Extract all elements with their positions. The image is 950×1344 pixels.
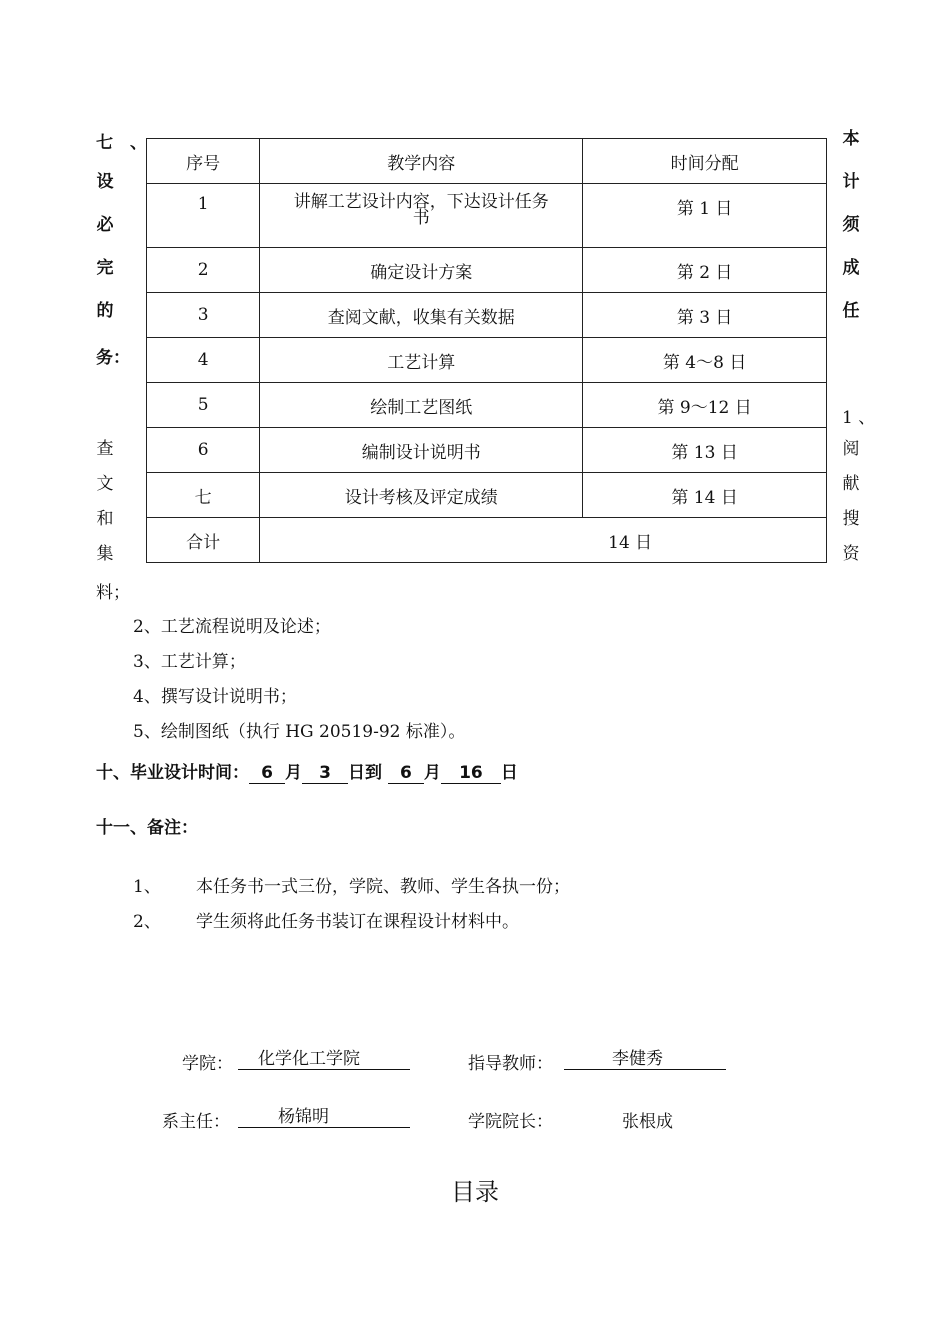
end-month: 6 bbox=[388, 763, 424, 784]
row-content-line: 书 bbox=[412, 208, 430, 228]
row-content bbox=[260, 184, 583, 248]
header-content: 教学内容 bbox=[260, 139, 583, 184]
advisor-field bbox=[564, 1049, 726, 1070]
dean-label: 学院院长： bbox=[468, 1112, 553, 1132]
month-text: 月 bbox=[285, 763, 302, 783]
task-item: 3、工艺计算； bbox=[133, 652, 246, 672]
row-no: 七 bbox=[147, 473, 260, 518]
dean-value: 张根成 bbox=[622, 1112, 673, 1132]
month-text: 月 bbox=[423, 763, 441, 783]
start-day: 3 bbox=[302, 763, 348, 784]
side-char: 1 、 bbox=[842, 408, 876, 428]
row-content: 工艺计算 bbox=[260, 338, 583, 383]
row-no: 6 bbox=[147, 428, 260, 473]
total-label: 合计 bbox=[147, 518, 260, 563]
row-time: 第 4～8 日 bbox=[583, 338, 827, 383]
table-total-row bbox=[147, 518, 827, 563]
side-char: 完 bbox=[96, 258, 114, 278]
row-no: 2 bbox=[147, 248, 260, 293]
notes-title: 十一、备注： bbox=[96, 818, 198, 838]
row-no: 1 bbox=[147, 184, 260, 248]
side-char: 和 bbox=[96, 509, 114, 529]
header-time: 时间分配 bbox=[583, 139, 827, 184]
row-content: 编制设计说明书 bbox=[260, 428, 583, 473]
side-char: 集 bbox=[96, 544, 114, 564]
college-value: 化学化工学院 bbox=[238, 1049, 410, 1070]
table-row bbox=[147, 338, 827, 383]
note-text: 学生须将此任务书装订在课程设计材料中。 bbox=[196, 912, 519, 932]
side-char: 任 bbox=[842, 301, 860, 321]
start-month: 6 bbox=[249, 763, 285, 784]
schedule-table bbox=[146, 138, 827, 563]
task-item: 5、绘制图纸（执行 HG 20519-92 标准）。 bbox=[133, 722, 466, 742]
table-row bbox=[147, 184, 827, 248]
side-char: 献 bbox=[842, 474, 860, 494]
side-char: 须 bbox=[842, 215, 860, 235]
table-row bbox=[147, 293, 827, 338]
row-time: 第 3 日 bbox=[583, 293, 827, 338]
end-day: 16 bbox=[441, 763, 501, 784]
note-number: 1、 bbox=[133, 877, 161, 897]
side-char: 设 bbox=[96, 172, 114, 192]
row-content: 查阅文献，收集有关数据 bbox=[260, 293, 583, 338]
day-to-text: 日到 bbox=[348, 763, 382, 783]
row-time: 第 9～12 日 bbox=[583, 383, 827, 428]
table-row bbox=[147, 383, 827, 428]
total-value: 14 日 bbox=[260, 518, 827, 563]
dept-head-label: 系主任： bbox=[162, 1112, 230, 1132]
note-text: 本任务书一式三份，学院、教师、学生各执一份； bbox=[196, 877, 570, 897]
side-char: 资 bbox=[842, 544, 860, 564]
table-row bbox=[147, 248, 827, 293]
side-char: 搜 bbox=[842, 509, 860, 529]
college-field bbox=[238, 1049, 410, 1070]
row-no: 3 bbox=[147, 293, 260, 338]
college-label: 学院： bbox=[182, 1054, 233, 1074]
table-row bbox=[147, 428, 827, 473]
dept-head-value: 杨锦明 bbox=[238, 1107, 410, 1128]
row-content: 确定设计方案 bbox=[260, 248, 583, 293]
row-content: 绘制工艺图纸 bbox=[260, 383, 583, 428]
row-no: 4 bbox=[147, 338, 260, 383]
row-no: 5 bbox=[147, 383, 260, 428]
row-time: 第 1 日 bbox=[583, 184, 827, 248]
side-char: 料； bbox=[96, 583, 130, 603]
table-row bbox=[147, 473, 827, 518]
row-time: 第 14 日 bbox=[583, 473, 827, 518]
note-number: 2、 bbox=[133, 912, 161, 932]
design-time-label: 十、毕业设计时间： bbox=[96, 763, 249, 783]
side-char: 阅 bbox=[842, 439, 860, 459]
design-time-line bbox=[96, 758, 518, 784]
row-content: 设计考核及评定成绩 bbox=[260, 473, 583, 518]
advisor-label: 指导教师： bbox=[468, 1054, 553, 1074]
side-char: 七 、 bbox=[96, 133, 147, 153]
side-char: 务： bbox=[96, 348, 130, 368]
toc-title: 目录 bbox=[451, 1178, 499, 1206]
row-time: 第 2 日 bbox=[583, 248, 827, 293]
side-char: 文 bbox=[96, 474, 114, 494]
side-char: 查 bbox=[96, 439, 114, 459]
row-content-line: 讲解工艺设计内容，下达设计任务 bbox=[293, 192, 549, 212]
side-char: 必 bbox=[96, 215, 114, 235]
side-char: 成 bbox=[842, 258, 860, 278]
row-time: 第 13 日 bbox=[583, 428, 827, 473]
side-char: 计 bbox=[842, 172, 860, 192]
side-char: 本 bbox=[842, 129, 860, 149]
dept-head-field bbox=[238, 1107, 410, 1128]
task-item: 2、工艺流程说明及论述； bbox=[133, 617, 331, 637]
side-char: 的 bbox=[96, 301, 114, 321]
task-item: 4、撰写设计说明书； bbox=[133, 687, 297, 707]
advisor-value: 李健秀 bbox=[564, 1049, 726, 1070]
header-no: 序号 bbox=[147, 139, 260, 184]
day-text: 日 bbox=[500, 763, 518, 783]
table-header-row bbox=[147, 139, 827, 184]
